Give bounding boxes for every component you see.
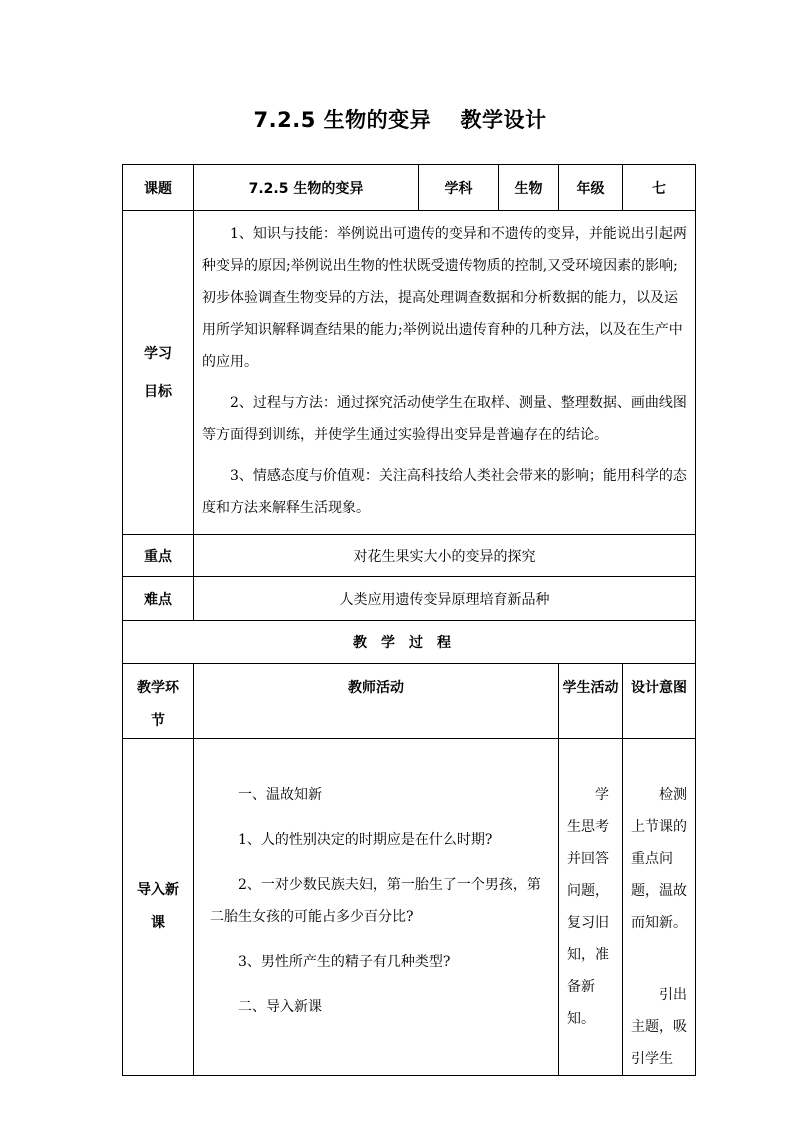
intro-heading: 二、导入新课	[238, 999, 322, 1015]
objective-knowledge: 1、知识与技能：举例说出可遗传的变异和不遗传的变异，并能说出引起两种变异的原因;举例说出生物的性状既受遗传物质的控制,又受环境因素的影响;初步体验调查生物变异的方法，提高处理调查数据和分析数据的能力，以及运用所学知识解释调查结果的能力;举例说出遗传育种的几种方法，以及在生产中的应用。	[202, 226, 687, 370]
review-heading: 一、温故知新	[238, 787, 322, 803]
objectives-label: 学习 目标	[123, 211, 194, 535]
difficulty-label: 难点	[123, 577, 194, 621]
intro-design-intent: 检测上节课的重点问题，温故而知新。 引出主题，吸引学生	[623, 739, 696, 1076]
teacher-column-header: 教师活动	[194, 664, 559, 739]
difficulty-value: 人类应用遗传变异原理培育新品种	[194, 577, 696, 621]
lesson-plan-table	[122, 164, 696, 1076]
topic-value: 7.2.5 生物的变异	[194, 165, 419, 211]
question-2: 2、一对少数民族夫妇，第一胎生了一个男孩，第二胎生女孩的可能占多少百分比?	[210, 877, 541, 925]
process-title: 教学过程	[123, 621, 696, 664]
key-point-label: 重点	[123, 535, 194, 577]
question-3: 3、男性所产生的精子有几种类型?	[238, 954, 451, 970]
objective-attitude: 3、情感态度与价值观：关注高科技给人类社会带来的影响；能用科学的态度和方法来解释生活现象。	[202, 468, 687, 516]
question-1: 1、人的性别决定的时期应是在什么时期?	[238, 832, 493, 848]
intro-row	[123, 739, 696, 1076]
topic-label: 课题	[123, 165, 194, 211]
subject-label: 学科	[419, 165, 499, 211]
intro-teacher-activity	[194, 739, 559, 1076]
stage-column-header: 教学环 节	[123, 664, 194, 739]
subject-value: 生物	[499, 165, 559, 211]
objectives-row	[123, 211, 696, 535]
difficulty-row	[123, 577, 696, 621]
key-point-value: 对花生果实大小的变异的探究	[194, 535, 696, 577]
process-title-row	[123, 621, 696, 664]
intro-student-activity: 学生思考并回答问题，复习旧知，准备新知。	[559, 739, 623, 1076]
design-column-header: 设计意图	[623, 664, 696, 739]
student-column-header: 学生活动	[559, 664, 623, 739]
intro-stage: 导入新 课	[123, 739, 194, 1076]
header-row	[123, 165, 696, 211]
objectives-content	[194, 211, 696, 535]
key-point-row	[123, 535, 696, 577]
document-title: 7.2.5 生物的变异 教学设计	[253, 108, 547, 132]
objective-process: 2、过程与方法：通过探究活动使学生在取样、测量、整理数据、画曲线图等方面得到训练，并使学生通过实验得出变异是普遍存在的结论。	[202, 395, 687, 443]
column-header-row	[123, 664, 696, 739]
grade-value: 七	[623, 165, 696, 211]
grade-label: 年级	[559, 165, 623, 211]
